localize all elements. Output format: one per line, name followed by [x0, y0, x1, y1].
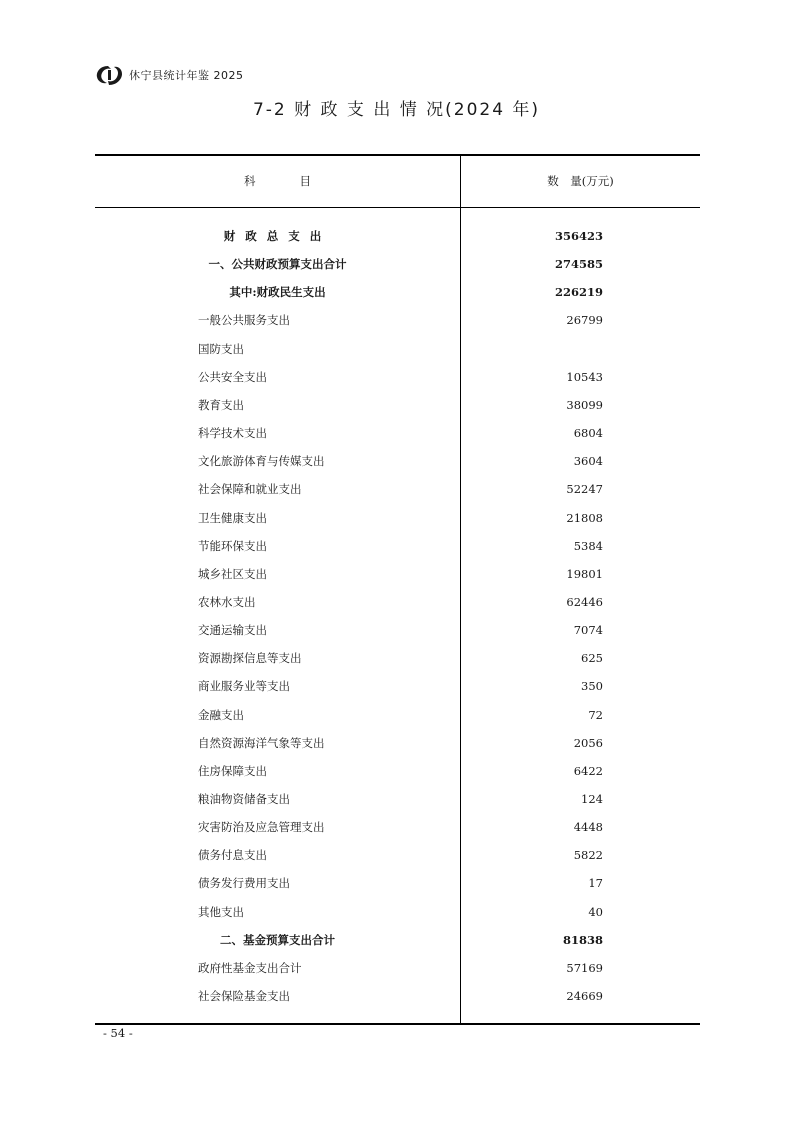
table-row — [95, 644, 700, 672]
row-label: 财政总支出 — [223, 229, 332, 243]
table-row — [95, 419, 700, 447]
table-header-rule — [95, 207, 700, 208]
row-label: 节能环保支出 — [198, 538, 267, 553]
table-row — [95, 391, 700, 419]
row-label: 社会保险基金支出 — [198, 989, 290, 1004]
row-value: 81838 — [562, 932, 603, 947]
row-label: 卫生健康支出 — [198, 510, 267, 525]
table-row — [95, 954, 700, 982]
table-row — [95, 306, 700, 334]
row-label: 债务发行费用支出 — [198, 876, 290, 891]
row-label: 文化旅游体育与传媒支出 — [198, 454, 325, 469]
table-row — [95, 222, 700, 250]
row-label: 国防支出 — [198, 341, 244, 356]
row-value: 4448 — [573, 820, 603, 835]
row-label: 政府性基金支出合计 — [198, 960, 302, 975]
row-value: 40 — [588, 904, 603, 919]
row-label: 二、基金预算支出合计 — [220, 932, 335, 947]
row-label: 一、公共财政预算支出合计 — [208, 257, 347, 272]
row-value: 226219 — [554, 285, 603, 300]
table-row — [95, 898, 700, 926]
table-row — [95, 504, 700, 532]
row-label: 城乡社区支出 — [198, 566, 267, 581]
table-row — [95, 672, 700, 700]
row-value: 6804 — [573, 426, 603, 441]
row-label: 社会保障和就业支出 — [198, 482, 302, 497]
row-value: 7074 — [573, 623, 603, 638]
table-row — [95, 363, 700, 391]
row-label: 其他支出 — [198, 904, 244, 919]
table-row — [95, 532, 700, 560]
table-row — [95, 982, 700, 1010]
table-row — [95, 701, 700, 729]
expenditure-table — [95, 154, 700, 1025]
column-header-item: 科目 — [244, 174, 355, 188]
row-value: 72 — [588, 707, 603, 722]
page-number: - 54 - — [103, 1026, 133, 1040]
table-row — [95, 616, 700, 644]
row-value: 26799 — [566, 313, 603, 328]
row-label: 金融支出 — [198, 707, 244, 722]
row-label: 粮油物资储备支出 — [198, 792, 290, 806]
row-value: 17 — [588, 876, 603, 891]
row-value: 625 — [581, 651, 603, 666]
row-value: 5384 — [573, 538, 603, 553]
table-row — [95, 729, 700, 757]
table-row — [95, 475, 700, 503]
row-value: 62446 — [566, 594, 603, 609]
row-value: 3604 — [573, 454, 603, 469]
table-row — [95, 813, 700, 841]
table-row — [95, 250, 700, 278]
row-value: 24669 — [566, 989, 603, 1004]
row-label: 科学技术支出 — [198, 426, 267, 441]
row-value: 19801 — [566, 566, 603, 581]
yearbook-logo-icon — [95, 63, 125, 87]
row-value: 5822 — [573, 848, 603, 863]
row-label: 公共安全支出 — [198, 369, 267, 384]
row-label: 灾害防治及应急管理支出 — [198, 820, 325, 835]
row-value: 274585 — [554, 257, 603, 272]
row-value: 124 — [581, 792, 603, 806]
row-label: 一般公共服务支出 — [198, 313, 290, 328]
table-bottom-rule — [95, 1023, 700, 1025]
row-value: 6422 — [573, 763, 603, 778]
row-label: 商业服务业等支出 — [198, 679, 290, 694]
row-label: 农林水支出 — [198, 594, 256, 609]
row-label: 自然资源海洋气象等支出 — [198, 735, 325, 750]
table-row — [95, 926, 700, 954]
row-label: 债务付息支出 — [198, 848, 267, 863]
row-value: 21808 — [566, 510, 603, 525]
row-label: 住房保障支出 — [198, 763, 267, 778]
table-row — [95, 560, 700, 588]
yearbook-header-text: 休宁县统计年鉴 2025 — [129, 69, 244, 82]
row-value: 2056 — [573, 735, 603, 750]
row-value: 10543 — [566, 369, 603, 384]
row-label: 交通运输支出 — [198, 623, 267, 638]
table-row — [95, 785, 700, 813]
table-row — [95, 447, 700, 475]
page-title: 7-2 财 政 支 出 情 况(2024 年) — [252, 100, 541, 120]
table-row — [95, 588, 700, 616]
table-row — [95, 757, 700, 785]
row-label: 资源勘探信息等支出 — [198, 651, 302, 666]
row-value: 52247 — [566, 482, 603, 497]
row-label: 其中:财政民生支出 — [229, 285, 326, 300]
row-value: 38099 — [566, 397, 603, 412]
table-row — [95, 335, 700, 363]
yearbook-header — [95, 63, 244, 87]
table-row — [95, 869, 700, 897]
table-row — [95, 841, 700, 869]
row-value: 350 — [581, 679, 603, 694]
row-value: 57169 — [566, 960, 603, 975]
column-header-value: 数 量(万元) — [547, 174, 614, 188]
row-value: 356423 — [554, 229, 603, 243]
row-label: 教育支出 — [198, 397, 244, 412]
table-top-rule — [95, 154, 700, 156]
table-row — [95, 278, 700, 306]
